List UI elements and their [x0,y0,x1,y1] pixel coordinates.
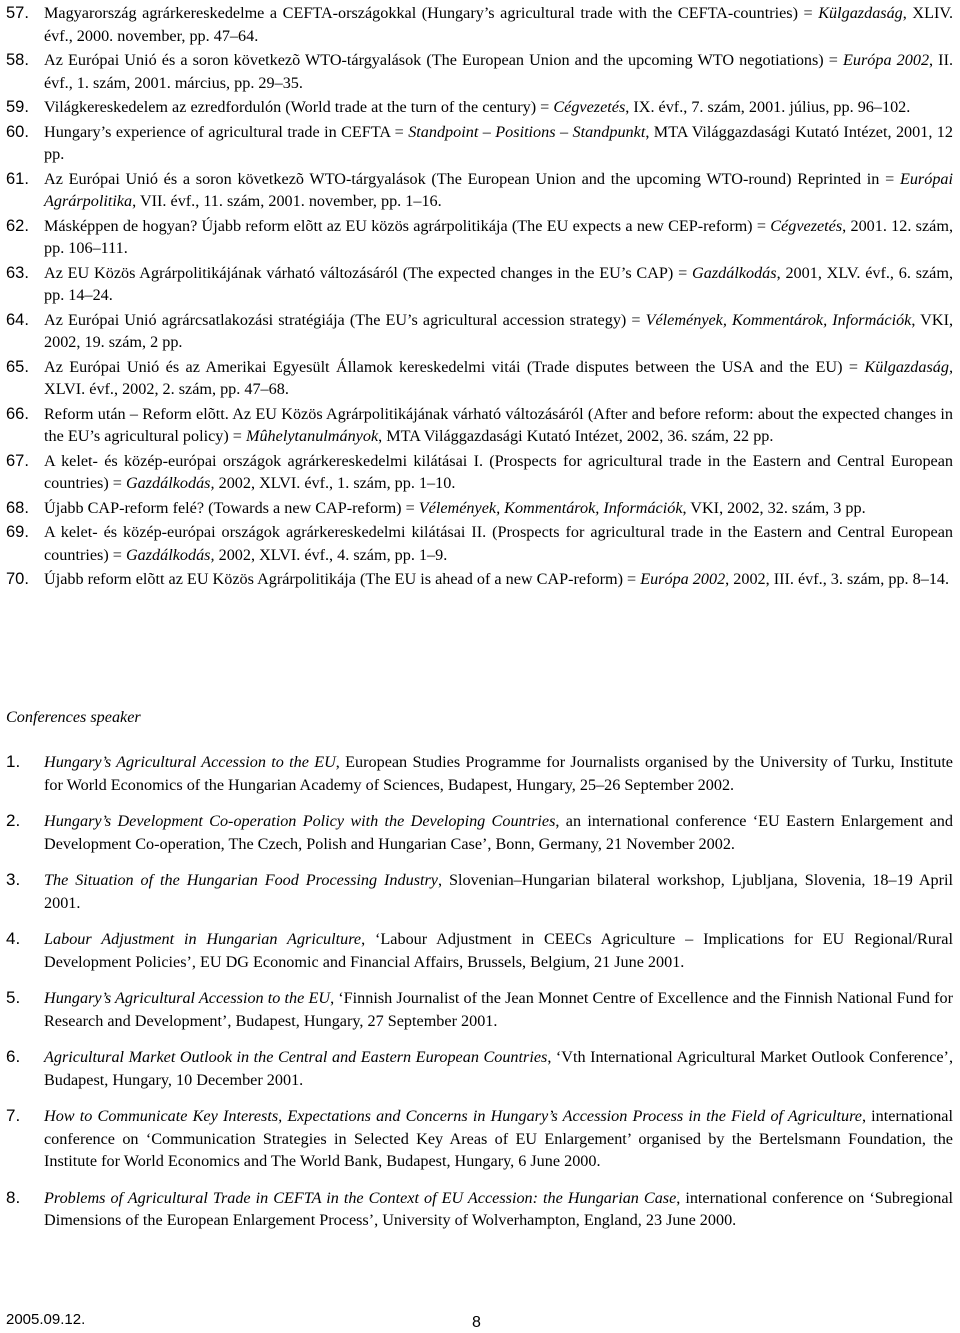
item-text [44,1046,953,1091]
conference-item [6,1105,953,1173]
text-segment: , 2001, XLV. évf., 6. szám, pp. 14–24. [44,263,953,304]
text-segment: , 2001. 12. szám, pp. 106–111. [44,216,953,257]
conference-item [6,810,953,855]
text-segment: , ‘Finnish Journalist of the Jean Monnet Centre of Excellence and the Finnish National Fund for Research and Development’, Budapest, Hungary, 27 September 2001. [44,989,953,1030]
text-segment: XLVI. évf., 2002, 2. szám, pp. 47–68. [44,380,289,398]
text-segment: Újabb reform elõtt az EU Közös Agrárpolitikája (The EU is ahead of a new CAP-reform) = [44,570,641,588]
item-text [44,869,953,914]
item-number: 57. [6,4,29,22]
italic-title: Cégvezetés [553,98,626,116]
publication-item [6,121,953,166]
footer-date: 2005.09.12. [6,1311,86,1328]
publication-item [6,497,953,520]
text-segment: A kelet- és közép-európai országok agrárkereskedelmi kilátásai II. (Prospects for agricultural trade in the Eastern and Central European countries) = [44,523,953,564]
italic-title: Problems of Agricultural Trade in CEFTA in the Context of EU Accession: the Hungarian Case [44,1188,677,1207]
text-segment: Hungary’s experience of agricultural trade in CEFTA = [44,122,409,141]
text-segment: , 2002, III. évf., 3. szám, pp. 8–14. [725,570,950,588]
italic-title: Gazdálkodás, [125,545,215,564]
text-segment: A kelet- és közép-európai országok agrárkereskedelmi kilátásai I. (Prospects for agricultural trade in the Eastern and Central European countries) = [44,451,953,492]
publication-item [6,450,953,495]
item-number: 64. [6,310,29,329]
item-number: 61. [6,169,29,188]
publication-list [6,2,953,593]
text-segment: 2002, XLVI. évf., 1. szám, pp. 1–10. [214,474,456,492]
item-number: 3. [6,870,21,889]
item-number: 6. [6,1047,21,1066]
text-segment: , MTA Világgazdasági Kutató Intézet, 2001, 12 pp. [44,122,953,163]
publication-item [6,356,953,401]
text-segment: Az EU Közös Agrárpolitikájának várható változásáról (The expected changes in the EU’s CAP) = [44,263,693,282]
text-segment: 2002, XLVI. évf., 4. szám, pp. 1–9. [214,545,448,564]
italic-title: Gazdálkodás [692,263,777,282]
text-segment: , MTA Világgazdasági Kutató Intézet, 2002, 36. szám, 22 pp. [378,427,774,445]
publication-item [6,168,953,213]
italic-title: Mûhelytanulmányok [245,427,379,445]
italic-title: Külgazdaság, [864,357,953,376]
item-text [44,810,953,855]
item-text [44,121,953,166]
item-number: 68. [6,498,29,517]
italic-title: The Situation of the Hungarian Food Processing Industry [44,871,438,889]
item-number: 62. [6,216,29,235]
page-number: 8 [472,1314,481,1331]
item-text [44,403,953,448]
item-text [44,568,953,591]
italic-title: Vélemények, Kommentárok, Információk [418,498,683,517]
text-segment: , II. évf., 1. szám, 2001. március, pp. 29–35. [44,51,954,92]
italic-title: Vélemények, Kommentárok, Információk [645,310,912,329]
publication-item [6,215,953,260]
text-segment: , VKI, 2002, 19. szám, 2 pp. [44,310,954,351]
italic-title: How to Communicate Key Interests, Expectations and Concerns in Hungary’s Accession Process in the Field of Agriculture [44,1107,862,1125]
text-segment: Az Európai Unió és a soron következõ WTO-tárgyalások (The European Union and the upcoming WTO negotiations) = [44,51,844,69]
italic-title: Hungary’s Development Co-operation Policy with the Developing Countries [44,812,556,830]
publication-item [6,568,953,591]
item-number: 65. [6,357,29,376]
item-number: 63. [6,263,29,282]
italic-title: Hungary’s Agricultural Accession to the EU [44,989,331,1007]
item-text [44,521,953,566]
italic-title: Külgazdaság [818,4,903,22]
item-text [44,751,953,796]
text-segment: Világkereskedelem az ezredfordulón (World trade at the turn of the century) = [44,98,554,116]
text-segment: Reform után – Reform elõtt. Az EU Közös Agrárpolitikájának várható változásáról (After and before reform: about the expected changes in the EU’s agricultural policy) = [44,404,953,445]
italic-title: Cégvezetés [770,216,843,235]
item-number: 67. [6,451,29,470]
text-segment: , ‘Labour Adjustment in CEECs Agriculture – Implications for EU Regional/Rural Development Policies’, EU DG Economic and Financial Affairs, Brussels, Belgium, 21 June 2001. [44,930,953,971]
italic-title: Agricultural Market Outlook in the Central and Eastern European Countries [44,1048,548,1066]
item-number: 7. [6,1106,21,1125]
publication-item [6,403,953,448]
publication-item [6,49,953,94]
text-segment: Újabb CAP-reform felé? (Towards a new CAP-reform) = [44,498,419,517]
italic-title: Hungary’s Agricultural Accession to the EU [44,753,336,771]
conference-item [6,987,953,1032]
item-number: 58. [6,51,29,69]
text-segment: , VKI, 2002, 32. szám, 3 pp. [682,498,866,517]
text-segment: , international conference on ‘Communication Strategies in Selected Key Areas of EU Enlargement’ organised by the Bertelsmann Foundation, the Institute for World Economics and The World Bank, Budapest, Hungary, 6 June 2000. [44,1107,953,1170]
publication-item [6,521,953,566]
text-segment: , Slovenian–Hungarian bilateral workshop, Ljubljana, Slovenia, 18–19 April 2001. [44,871,953,912]
item-text [44,309,953,354]
text-segment: , European Studies Programme for Journalists organised by the University of Turku, Institute for World Economics of the Hungarian Academy of Sciences, Budapest, Hungary, 25–26 September 2002. [44,753,953,794]
text-segment: , ‘Vth International Agricultural Market Outlook Conference’, Budapest, Hungary, 10 December 2001. [44,1048,953,1089]
publication-item [6,2,953,47]
item-number: 5. [6,988,21,1007]
item-number: 69. [6,523,29,541]
italic-title: Labour Adjustment in Hungarian Agriculture [44,930,362,948]
conference-item [6,928,953,973]
item-text [44,1187,953,1232]
item-number: 60. [6,122,29,141]
item-text [44,262,953,307]
text-segment: Az Európai Unió és az Amerikai Egyesült Államok kereskedelmi vitái (Trade disputes between the USA and the EU) = [44,357,865,376]
item-number: 4. [6,929,21,948]
conference-list [6,751,953,1246]
item-text [44,96,953,119]
item-text [44,497,953,520]
item-text [44,168,953,213]
text-segment: Az Európai Unió és a soron következõ WTO-tárgyalások (The European Union and the upcoming WTO-round) Reprinted in = [44,169,900,188]
text-segment: Másképpen de hogyan? Újabb reform elõtt az EU közös agrárpolitikája (The EU expects a new CEP-reform) = [44,216,771,235]
italic-title: Standpoint – Positions – Standpunkt [408,122,646,141]
publication-item [6,96,953,119]
item-text [44,215,953,260]
item-text [44,450,953,495]
text-segment: , XLIV. évf., 2000. november, pp. 47–64. [44,4,953,45]
item-number: 66. [6,404,29,423]
section-heading: Conferences speaker [6,708,141,726]
item-number: 8. [6,1187,21,1207]
item-number: 2. [6,811,21,830]
conference-item [6,751,953,796]
conference-item [6,869,953,914]
conference-item [6,1046,953,1091]
item-number: 59. [6,98,29,116]
publication-item [6,309,953,354]
conference-item [6,1187,953,1232]
item-number: 1. [6,752,21,771]
item-number: 70. [6,570,29,588]
text-segment: Az Európai Unió agrárcsatlakozási stratégiája (The EU’s agricultural accession strategy) = [44,310,646,329]
item-text [44,356,953,401]
item-text [44,928,953,973]
item-text [44,1105,953,1173]
text-segment: Magyarország agrárkereskedelme a CEFTA-országokkal (Hungary’s agricultural trade with the CEFTA-countries) = [44,4,819,22]
italic-title: Európa 2002 [843,51,930,69]
italic-title: Európai Agrárpolitika [44,169,953,210]
text-segment: , IX. évf., 7. szám, 2001. július, pp. 96–102. [625,98,911,116]
text-segment: , an international conference ‘EU Eastern Enlargement and Development Co-operation, The Czech, Polish and Hungarian Case’, Bonn, Germany, 21 November 2002. [44,812,953,853]
italic-title: Gazdálkodás, [125,474,215,492]
text-segment: , international conference on ‘Subregional Dimensions of the European Enlargement Process’, University of Wolverhampton, England, 23 June 2000. [44,1188,953,1229]
item-text [44,2,953,47]
text-segment: , VII. évf., 11. szám, 2001. november, pp. 1–16. [132,192,442,210]
item-text [44,49,953,94]
item-text [44,987,953,1032]
publication-item [6,262,953,307]
italic-title: Európa 2002 [640,570,726,588]
